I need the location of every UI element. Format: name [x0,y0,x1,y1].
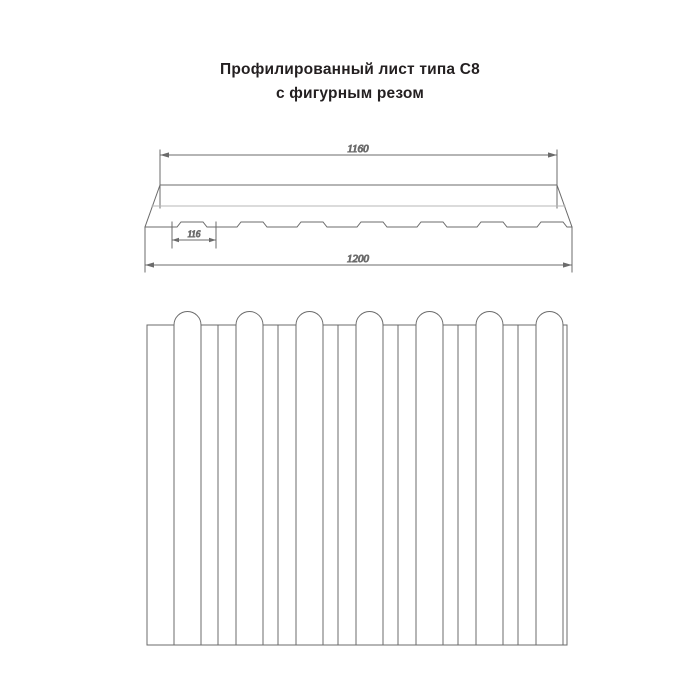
dimension-1160-label: 1160 [347,143,369,155]
dimension-1160 [160,150,557,208]
title-line-1: Профилированный лист типа С8 [220,61,480,78]
dimension-1200-label: 1200 [347,253,369,265]
sheet-cross-section [145,185,572,227]
dimension-1200 [145,227,572,272]
front-view-sheet [147,312,567,646]
dimension-116-label: 116 [187,229,201,239]
title-line-2: с фигурным резом [275,85,425,102]
